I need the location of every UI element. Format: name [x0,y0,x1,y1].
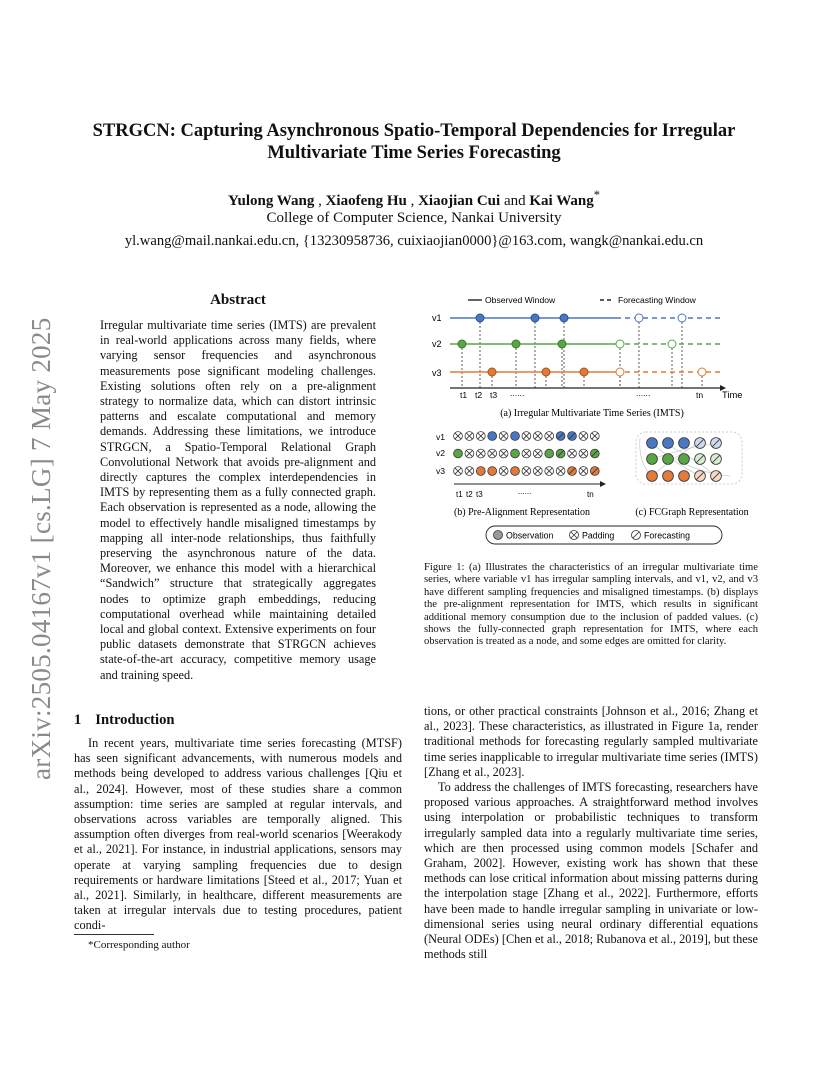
svg-text:t1: t1 [456,490,463,499]
observation-node [647,438,658,449]
subcaption-a: (a) Irregular Multivariate Time Series (IMTS) [500,408,684,419]
observation-node [511,432,520,441]
svg-text:......: ...... [518,487,532,496]
author-name: Xiaojian Cui [418,193,501,209]
observation-node [488,432,497,441]
svg-text:t2: t2 [466,490,473,499]
svg-text:Observation: Observation [506,530,554,541]
paper-title: STRGCN: Capturing Asynchronous Spatio-Temporal Dependencies for Irregular Multivariate Time Series Forecasting [92,121,736,163]
observation-node [679,471,690,482]
section-number: 1 [74,712,82,728]
v1-timestamps [480,318,682,388]
observation-node [663,454,674,465]
figure-1 [424,288,760,550]
time-label: t2 [475,390,483,400]
svg-text:v1: v1 [436,432,446,442]
observation-node [545,449,554,458]
ellipsis: ...... [636,388,651,398]
corresponding-mark: * [593,188,600,202]
subcaption-c: (c) FCGraph Representation [635,507,749,518]
author-name: Xiaofeng Hu [325,193,407,209]
svg-text:Forecasting: Forecasting [644,530,690,541]
affiliation: College of Computer Science, Nankai University [266,210,562,226]
time-label: tn [696,390,704,400]
observation-node [476,467,485,476]
legend-forecast: Forecasting Window [618,295,696,305]
svg-text:t3: t3 [476,490,483,499]
observation-node [679,454,690,465]
observation-node [454,449,463,458]
section-heading [74,712,175,729]
forecasting-icon [632,531,641,540]
svg-text:v3: v3 [436,466,446,476]
var-label: v2 [432,339,442,349]
subcaption-b: (b) Pre-Alignment Representation [453,507,591,518]
observation-node [511,467,520,476]
observation-node [663,471,674,482]
right-column-text: tions, or other practical constraints [Johnson et al., 2016; Zhang et al., 2023]. These characteristics, as illustrated in Figure 1a, render traditional methods for forecasting regularly sampled multivariate time series inapplicable to irregular multivariate time series (IMTS) [Zhang et al., 2023]. To address the challenges of IMTS forecasting, researchers have proposed various approaches. A straightforward method involves using interpolation or probabilistic techniques to transform irregularly sampled data into a regularly multivariate time series, which are then processed using common models [Schafer and Graham, 2002]. However, existing work has shown that these methods can lose critical information about missing patterns during the interpolation stage [Zhang et al., 2022]. Furthermore, efforts have been made to handle irregular sampling in univariate or low-dimensional series using neural ordinary differential equations (Neural ODEs) [Chen et al., 2018; Rubanova et al., 2019], but these methods still [424,704,758,962]
figure-caption: Figure 1: (a) Illustrates the characteristics of an irregular multivariate time series, where variable v1 has irregular sampling intervals, and v1, v2, and v3 have different sampling frequencies and misaligned timestamps. (b) displays the pre-alignment representation for IMTS, which results in significant additional memory consumption due to the inclusion of padded values. (c) shows the fully-connected graph representation for IMTS, where each observation is treated as a node, and some edges are omitted for clarity. [424,562,758,648]
observation-node [647,471,658,482]
observation-icon [494,531,503,540]
observation-node [511,449,520,458]
svg-text:v2: v2 [436,448,446,458]
ellipsis: ...... [510,388,525,398]
var-label: v3 [432,368,442,378]
observation-node [679,438,690,449]
arxiv-identifier: arXiv:2505.04167v1 [cs.LG] 7 May 2025 [26,317,56,780]
svg-text:tn: tn [587,490,594,499]
author-list: Yulong Wang , Xiaofeng Hu , Xiaojian Cui and Kai Wang* [228,188,600,209]
observation-node [488,467,497,476]
time-label: t1 [460,390,468,400]
time-label: t3 [490,390,498,400]
legend-observed: Observed Window [485,295,556,305]
author-name: Kai Wang [529,193,594,209]
pre-alignment-grid [454,432,600,476]
observation-node [647,454,658,465]
var-label: v1 [432,313,442,323]
footnote: *Corresponding author [88,939,190,951]
svg-text:Padding: Padding [582,530,615,541]
observation-node [663,438,674,449]
abstract-text: Irregular multivariate time series (IMTS) are prevalent in real-world applications across many fields, where varying sensor frequencies and asynchronous measurements pose significant modeling challenges. Existing solutions often rely on a pre-alignment strategy to normalize data, which can distort intrinsic patterns and escalate computational and memory demands. Addressing these limitations, we introduce STRGCN, a Spatio-Temporal Relational Graph Convolutional Network that avoids pre-alignment and directly captures the complex interdependencies in IMTS by representing them as a fully connected graph. Each observation is represented as a node, allowing the model to effectively handle misaligned timestamps by mapping all inter-node relationships, thus faithfully preserving the asynchronous nature of the data. Moreover, we enhance this model with a hierarchical “Sandwich” structure that strategically aggregates nodes to optimize graph embeddings, reducing computational overhead while maintaining detailed local and global context. Extensive experiments on four public datasets demonstrate that STRGCN achieves state-of-the-art accuracy, competitive memory usage and training speed. [100,318,376,682]
footnote-rule [74,934,154,935]
intro-paragraph: In recent years, multivariate time series forecasting (MTSF) has seen significant advancements, with numerous models and methods being developed to address various challenges [Qiu et al., 2024]. However, most of these studies share a common assumption: time series are sampled at regular intervals, and observations across variables are temporally aligned. This assumption often diverges from real-world scenarios [Weerakody et al., 2021]. For instance, in industrial applications, sensors may operate at varying sampling frequencies due to design requirements or hardware limitations [Steed et al., 2017; Yuan et al., 2021]. Similarly, in healthcare, different measurements are taken at irregular intervals due to testing procedures, patient condi- [74,736,402,933]
axis-label: Time [722,389,743,400]
section-title: Introduction [95,712,175,728]
author-emails: yl.wang@mail.nankai.edu.cn, {13230958736, cuixiaojian0000}@163.com, wangk@nankai.edu.cn [124,233,704,249]
abstract-heading: Abstract [210,292,266,308]
padding-icon [570,531,579,540]
author-name: Yulong Wang [228,193,315,209]
